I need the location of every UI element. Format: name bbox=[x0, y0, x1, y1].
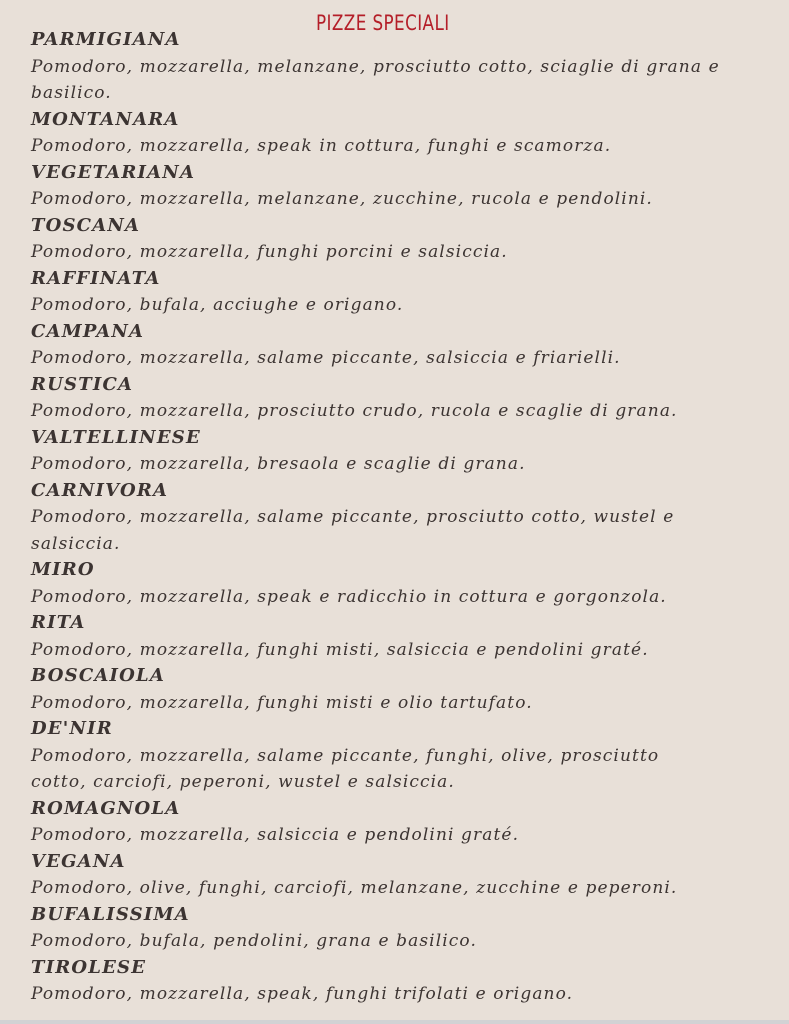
pizza-name: CAMPANA bbox=[31, 320, 145, 342]
pizza-item bbox=[31, 663, 721, 716]
pizza-item bbox=[31, 372, 721, 425]
pizza-item bbox=[31, 213, 721, 266]
pizza-name: MONTANARA bbox=[31, 108, 180, 130]
pizza-description: Pomodoro, mozzarella, melanzane, zucchine, rucola e pendolini. bbox=[31, 189, 653, 209]
pizza-item bbox=[31, 557, 721, 610]
pizza-description: Pomodoro, mozzarella, funghi misti, salsiccia e pendolini graté. bbox=[31, 639, 649, 660]
pizza-name: RITA bbox=[31, 612, 86, 633]
pizza-description: Pomodoro, olive, funghi, carciofi, melanzane, zucchine e peperoni. bbox=[31, 878, 678, 898]
pizza-item bbox=[31, 796, 721, 849]
pizza-description: Pomodoro, mozzarella, speak, funghi trifolati e origano. bbox=[31, 984, 574, 1004]
pizza-name: VEGANA bbox=[31, 850, 126, 872]
pizza-item bbox=[31, 902, 721, 955]
pizza-name: VALTELLINESE bbox=[31, 426, 201, 448]
pizza-item bbox=[31, 425, 721, 478]
pizza-description: Pomodoro, mozzarella, melanzane, prosciutto cotto, sciaglie di grana e basilico. bbox=[31, 56, 720, 103]
pizza-name: TOSCANA bbox=[31, 214, 141, 236]
pizza-name: PARMIGIANA bbox=[31, 29, 181, 50]
pizza-item bbox=[31, 319, 721, 372]
pizza-item bbox=[31, 716, 721, 796]
pizza-name: DE'NIR bbox=[31, 718, 113, 739]
page-bottom-edge bbox=[0, 1020, 789, 1024]
pizza-description: Pomodoro, mozzarella, prosciutto crudo, rucola e scaglie di grana. bbox=[31, 401, 678, 421]
pizza-description: Pomodoro, mozzarella, speak in cottura, funghi e scamorza. bbox=[31, 136, 612, 156]
pizza-item bbox=[31, 955, 721, 1008]
pizza-description: Pomodoro, mozzarella, salame piccante, prosciutto cotto, wustel e salsiccia. bbox=[31, 507, 675, 554]
pizza-description: Pomodoro, mozzarella, bresaola e scaglie di grana. bbox=[31, 454, 526, 474]
pizza-item bbox=[31, 27, 721, 107]
menu-title: PIZZE SPECIALI bbox=[316, 11, 450, 35]
pizza-name: ROMAGNOLA bbox=[31, 797, 181, 819]
pizza-item bbox=[31, 610, 721, 663]
pizza-name: VEGETARIANA bbox=[31, 161, 196, 183]
pizza-description: Pomodoro, bufala, acciughe e origano. bbox=[31, 295, 404, 315]
pizza-name: RUSTICA bbox=[31, 373, 134, 395]
pizza-item bbox=[31, 160, 721, 213]
pizza-item bbox=[31, 266, 721, 319]
pizza-description: Pomodoro, mozzarella, salsiccia e pendolini graté. bbox=[31, 825, 520, 845]
pizza-list bbox=[31, 27, 721, 1008]
pizza-name: CARNIVORA bbox=[31, 479, 169, 501]
pizza-description: Pomodoro, mozzarella, funghi porcini e salsiccia. bbox=[31, 242, 508, 262]
pizza-name: BUFALISSIMA bbox=[31, 903, 190, 925]
pizza-item bbox=[31, 849, 721, 902]
pizza-description: Pomodoro, mozzarella, funghi misti e olio tartufato. bbox=[31, 692, 533, 713]
pizza-item bbox=[31, 107, 721, 160]
pizza-description: Pomodoro, mozzarella, salame piccante, funghi, olive, prosciutto cotto, carciofi, peperoni, wustel e salsiccia. bbox=[31, 745, 660, 792]
pizza-name: MIRO bbox=[31, 559, 95, 580]
pizza-description: Pomodoro, bufala, pendolini, grana e basilico. bbox=[31, 931, 477, 951]
pizza-description: Pomodoro, mozzarella, salame piccante, salsiccia e friarielli. bbox=[31, 348, 621, 368]
pizza-name: TIROLESE bbox=[31, 956, 147, 978]
pizza-name: RAFFINATA bbox=[31, 267, 161, 289]
pizza-item bbox=[31, 478, 721, 558]
pizza-name: BOSCAIOLA bbox=[31, 665, 166, 686]
pizza-description: Pomodoro, mozzarella, speak e radicchio in cottura e gorgonzola. bbox=[31, 586, 667, 607]
